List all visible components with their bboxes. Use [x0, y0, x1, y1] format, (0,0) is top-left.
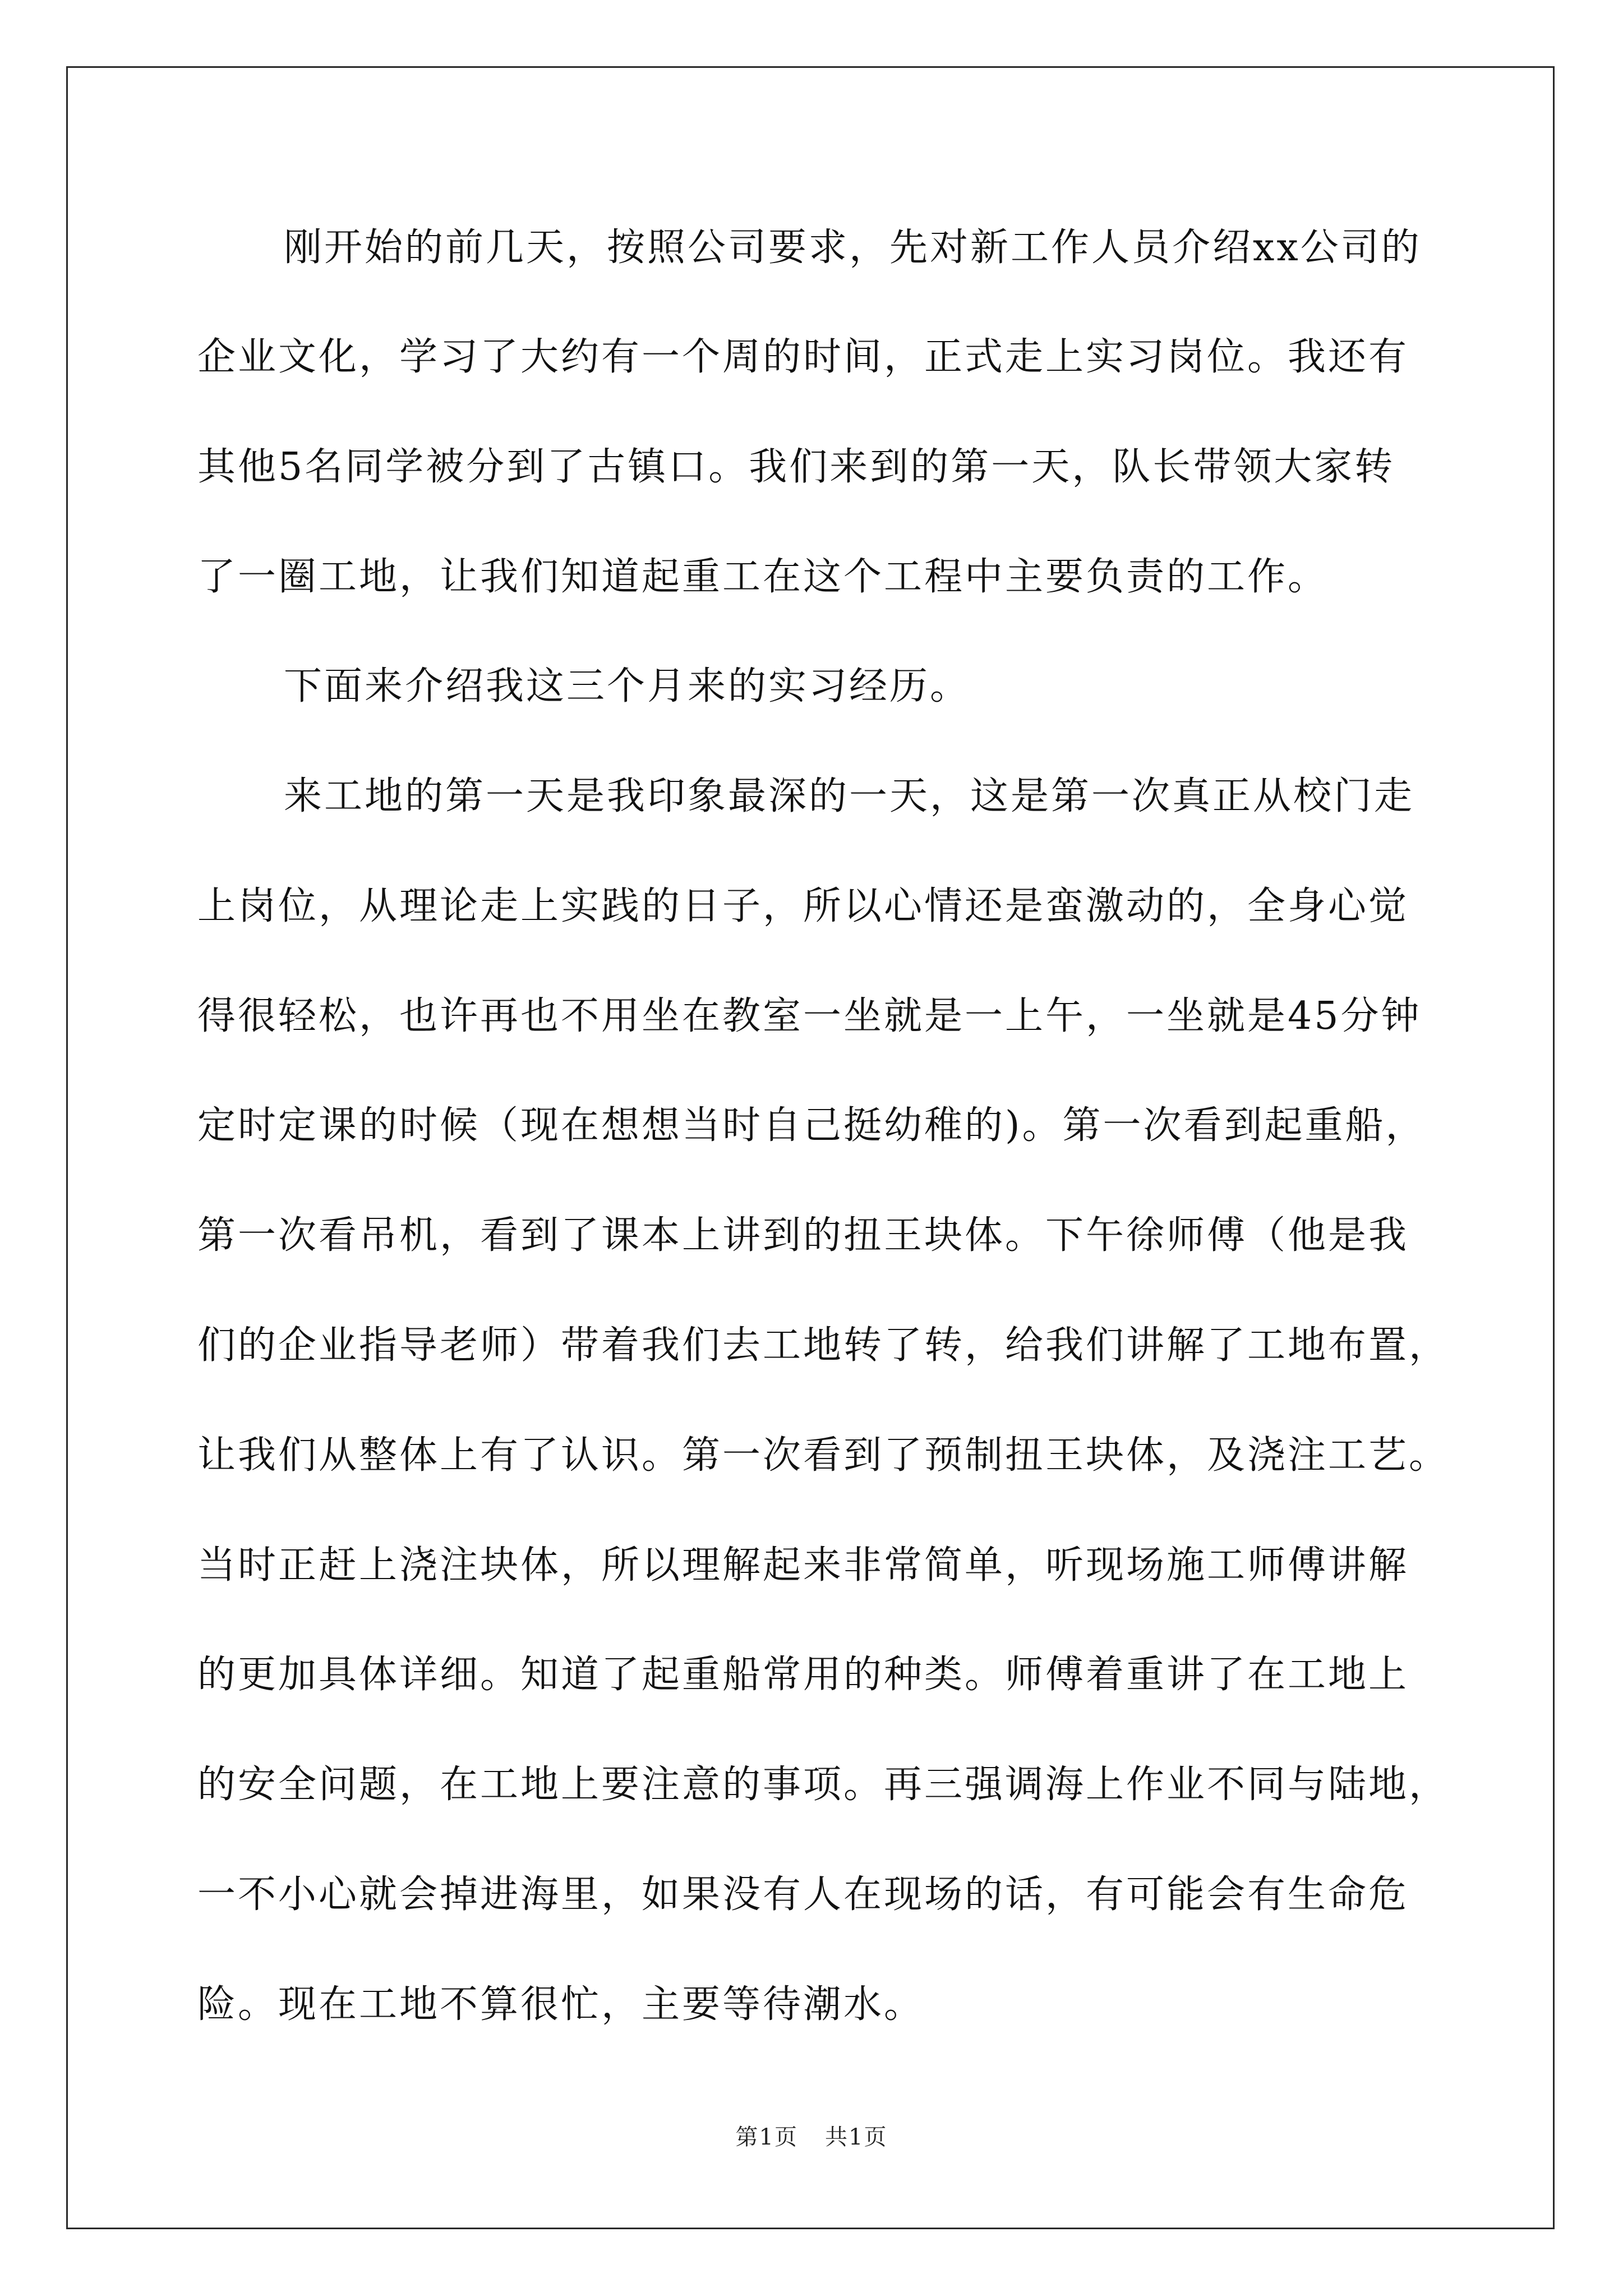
paragraph-1-line-2: 企业文化，学习了大约有一个周的时间，正式走上实习岗位。我还有: [197, 335, 1409, 379]
paragraph-3-line-12: 险。现在工地不算很忙，主要等待潮水。: [197, 1982, 925, 2027]
paragraph-3-line-1: 来工地的第一天是我印象最深的一天，这是第一次真正从校门走: [284, 774, 1415, 818]
paragraph-3-line-5: 第一次看吊机，看到了课本上讲到的扭王块体。下午徐师傅（他是我: [197, 1213, 1409, 1258]
paragraph-3-line-6: 们的企业指导老师）带着我们去工地转了转，给我们讲解了工地布置，: [197, 1323, 1450, 1368]
paragraph-3-line-8: 当时正赶上浇注块体，所以理解起来非常简单，听现场施工师傅讲解: [197, 1543, 1409, 1588]
paragraph-1-line-4: 了一圈工地，让我们知道起重工在这个工程中主要负责的工作。: [197, 555, 1329, 599]
paragraph-3-line-2: 上岗位，从理论走上实践的日子，所以心情还是蛮激动的，全身心觉: [197, 884, 1409, 928]
paragraph-1-line-1: 刚开始的前几天，按照公司要求，先对新工作人员介绍xx公司的: [284, 226, 1422, 270]
paragraph-2-line-1: 下面来介绍我这三个月来的实习经历。: [284, 664, 971, 708]
paragraph-3-line-3: 得很轻松，也许再也不用坐在教室一坐就是一上午，一坐就是45分钟: [197, 994, 1422, 1038]
paragraph-3-line-9: 的更加具体详细。知道了起重船常用的种类。师傅着重讲了在工地上: [197, 1653, 1409, 1697]
paragraph-1-line-3: 其他5名同学被分到了古镇口。我们来到的第一天，队长带领大家转: [197, 445, 1395, 489]
paragraph-3-line-4: 定时定课的时候（现在想想当时自己挺幼稚的)。第一次看到起重船，: [197, 1103, 1426, 1148]
page-number: 第1页: [735, 2124, 798, 2150]
paragraph-3-line-11: 一不小心就会掉进海里，如果没有人在现场的话，有可能会有生命危: [197, 1872, 1409, 1917]
page-footer: [0, 2126, 1623, 2148]
page-total: 共1页: [825, 2124, 888, 2150]
paragraph-3-line-7: 让我们从整体上有了认识。第一次看到了预制扭王块体，及浇注工艺。: [197, 1433, 1450, 1478]
paragraph-3-line-10: 的安全问题，在工地上要注意的事项。再三强调海上作业不同与陆地，: [197, 1763, 1450, 1807]
